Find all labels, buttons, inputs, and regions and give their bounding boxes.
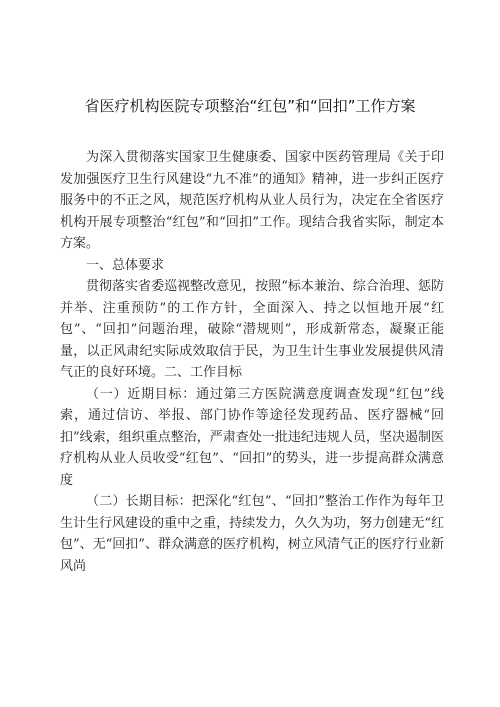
paragraph-general-requirements: 贯彻落实省委巡视整改意见，按照“标本兼治、综合治理、惩防并举、注重预防”的工作方针，全面深入、持之以恒地开展“红包”、“回扣”问题治理，破除“潜规则”，形成新常态，凝聚正能量，以正风肃纪实际成效取信于民，为卫生计生事业发展提供风清气正的良好环境。二、工作目标 <box>60 279 444 380</box>
document-body <box>60 147 444 577</box>
paragraph-intro: 为深入贯彻落实国家卫生健康委、国家中医药管理局《关于印发加强医疗卫生行风建设“九不准”的通知》精神，进一步纠正医疗服务中的不正之风，规范医疗机构从业人员行为，决定在全省医疗机构开展专项整治“红包”和“回扣”工作。现结合我省实际，制定本方案。 <box>60 150 444 251</box>
heading-general-requirements: 一、总体要求 <box>86 257 165 273</box>
paragraph-short-term-goal: （一）近期目标：通过第三方医院满意度调查发现“红包”线索，通过信访、举报、部门协作等途径发现药品、医疗器械“回扣”线索，组织重点整治，严肃查处一批违纪违规人员，坚决遏制医疗机构从业人员收受“红包”、“回扣”的势头，进一步提高群众满意度 <box>60 386 444 488</box>
paragraph-long-term-goal: （二）长期目标：把深化“红包”、“回扣”整治工作作为每年卫生计生行风建设的重中之重，持续发力，久久为功，努力创建无“红包”、无“回扣”、群众满意的医疗机构，树立风清气正的医疗行业新风尚 <box>60 494 444 574</box>
document-title: 省医疗机构医院专项整治“红包”和“回扣”工作方案 <box>84 97 416 115</box>
